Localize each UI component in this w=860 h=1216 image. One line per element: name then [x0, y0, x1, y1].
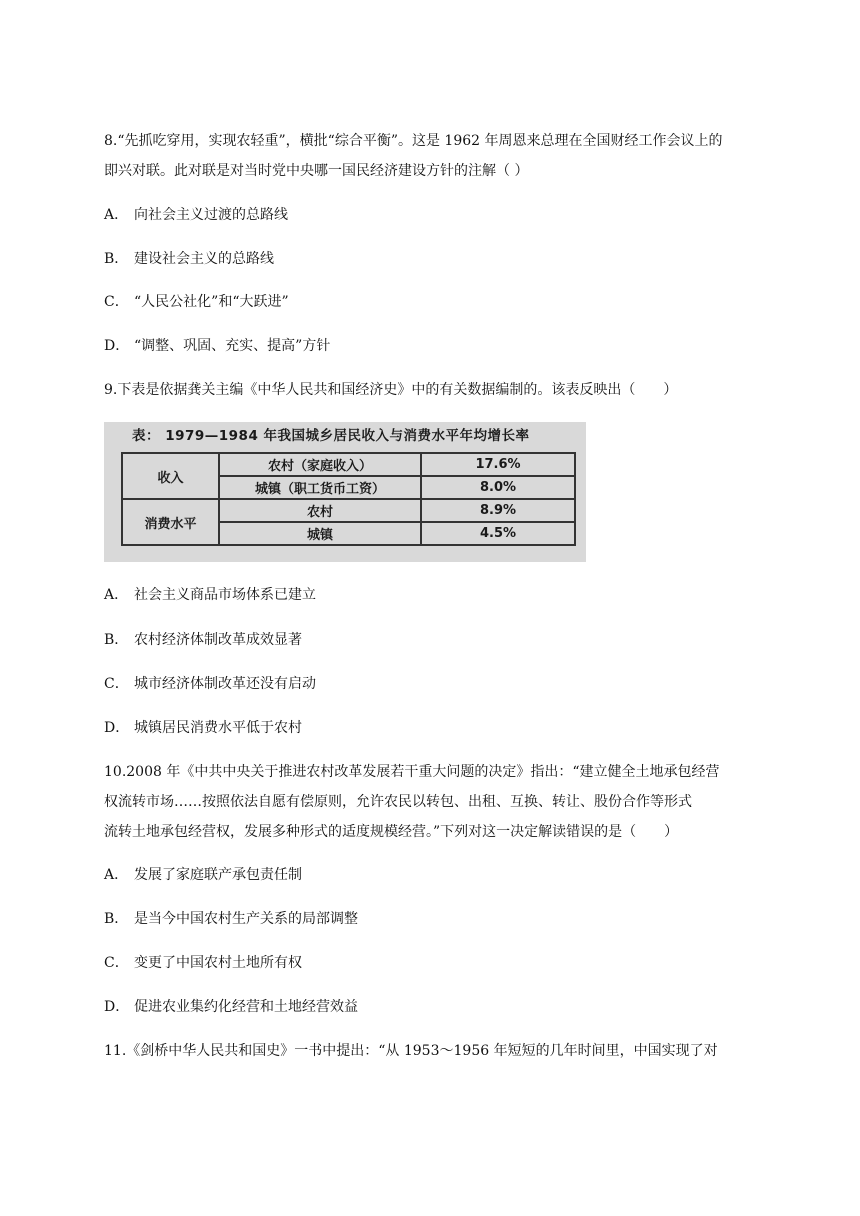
option-letter: B． [104, 911, 129, 927]
table-value-cell: 8.9% [421, 499, 575, 522]
option-text: 是当今中国农村生产关系的局部调整 [134, 911, 358, 927]
q10-option-c [104, 953, 302, 973]
income-consumption-table [121, 452, 576, 546]
table-item-cell: 农村（家庭收入） [219, 453, 421, 476]
table-group-cell: 消费水平 [122, 499, 219, 545]
option-letter: C． [104, 676, 129, 692]
table-value-cell: 8.0% [421, 476, 575, 499]
q8-stem-line2: 即兴对联。此对联是对当时党中央哪一国民经济建设方针的注解（ ） [104, 163, 529, 179]
option-text: 变更了中国农村土地所有权 [134, 955, 302, 971]
q8-option-a [104, 205, 288, 225]
q9-data-table-image [104, 422, 586, 562]
option-letter: A． [104, 207, 129, 223]
q10-option-b [104, 909, 358, 929]
q9-option-d [104, 718, 302, 738]
table-row [122, 453, 575, 476]
q9-stem: 9.下表是依据龚关主编《中华人民共和国经济史》中的有关数据编制的。该表反映出（ ） [104, 382, 678, 398]
q10-stem-line3: 流转土地承包经营权，发展多种形式的适度规模经营。”下列对这一决定解读错误的是（ ） [104, 824, 679, 840]
option-letter: D． [104, 999, 130, 1015]
option-text: 促进农业集约化经营和土地经营效益 [134, 999, 358, 1015]
table-row [122, 499, 575, 522]
option-letter: C． [104, 294, 129, 310]
q10-stem-line1: 10.2008 年《中共中央关于推进农村改革发展若干重大问题的决定》指出：“建立健全土地承包经营 [104, 764, 720, 780]
q11-stem-line1: 11.《剑桥中华人民共和国史》一书中提出：“从 1953～1956 年短短的几年时间里，中国实现了对 [104, 1043, 718, 1059]
option-text: 城镇居民消费水平低于农村 [134, 720, 302, 736]
table-item-cell: 城镇 [219, 522, 421, 545]
q8-option-b [104, 249, 274, 269]
option-letter: D． [104, 720, 130, 736]
q9-option-c [104, 674, 316, 694]
q9-option-a [104, 585, 316, 605]
q8-option-d [104, 336, 330, 356]
option-text: 建设社会主义的总路线 [134, 251, 274, 267]
option-text: 发展了家庭联产承包责任制 [134, 867, 302, 883]
option-text: 农村经济体制改革成效显著 [134, 632, 302, 648]
option-letter: A． [104, 587, 129, 603]
option-text: 城市经济体制改革还没有启动 [134, 676, 316, 692]
option-letter: A． [104, 867, 129, 883]
option-letter: B． [104, 251, 129, 267]
table-caption: 表： 1979—1984 年我国城乡居民收入与消费水平年均增长率 [132, 428, 530, 444]
option-text: 向社会主义过渡的总路线 [134, 207, 288, 223]
table-item-cell: 城镇（职工货币工资） [219, 476, 421, 499]
table-value-cell: 4.5% [421, 522, 575, 545]
option-text: “人民公社化”和“大跃进” [134, 294, 289, 310]
q8-option-c [104, 292, 289, 312]
table-value-cell: 17.6% [421, 453, 575, 476]
table-group-cell: 收入 [122, 453, 219, 499]
table-item-cell: 农村 [219, 499, 421, 522]
option-text: “调整、巩固、充实、提高”方针 [134, 338, 331, 354]
option-letter: C． [104, 955, 129, 971]
q9-option-b [104, 630, 302, 650]
q10-stem-line2: 权流转市场……按照依法自愿有偿原则，允许农民以转包、出租、互换、转让、股份合作等形式 [104, 794, 692, 810]
q10-option-d [104, 997, 358, 1017]
option-letter: D． [104, 338, 130, 354]
option-letter: B． [104, 632, 129, 648]
q10-option-a [104, 865, 302, 885]
q8-stem-line1: 8.“先抓吃穿用，实现农轻重”，横批“综合平衡”。这是 1962 年周恩来总理在全国财经工作会议上的 [104, 133, 723, 149]
option-text: 社会主义商品市场体系已建立 [134, 587, 316, 603]
